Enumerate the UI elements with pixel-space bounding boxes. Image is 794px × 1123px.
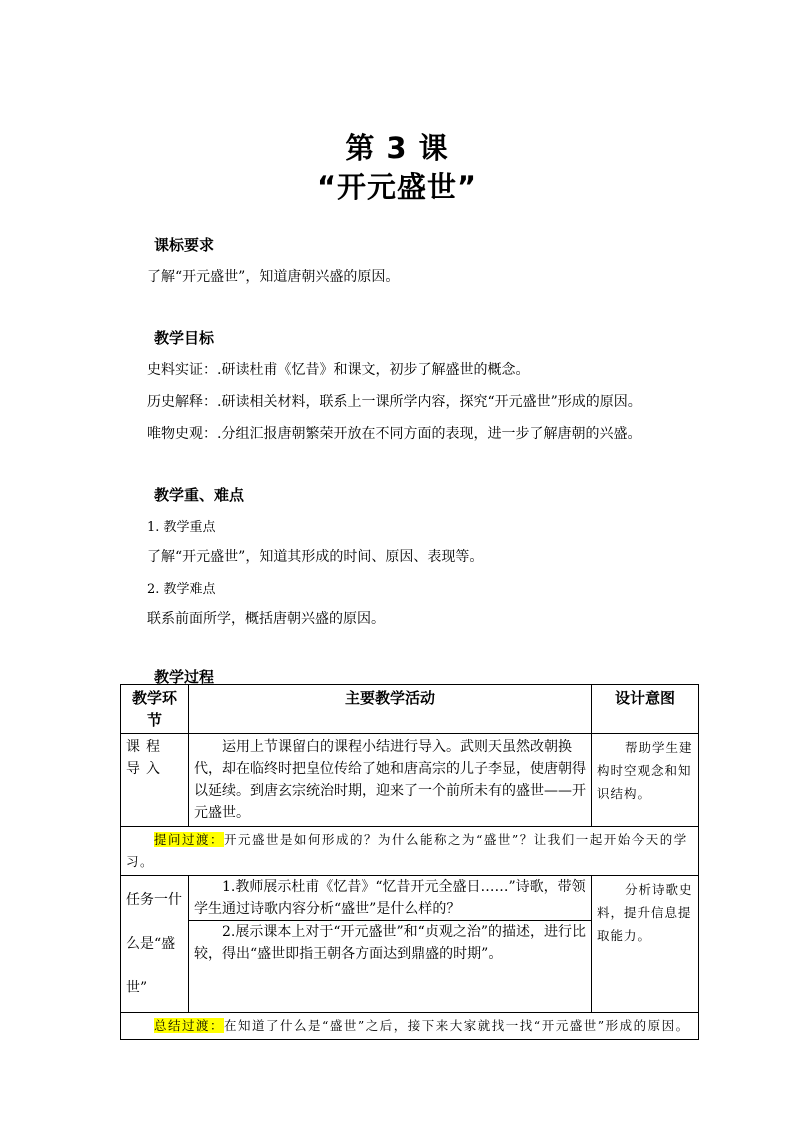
goal-item: 历史解释：.研读相关材料，联系上一课所学内容，探究“开元盛世”形成的原因。 <box>147 394 642 410</box>
key-heading: 教学重、难点 <box>154 486 245 504</box>
standard-heading: 课标要求 <box>154 236 215 254</box>
table-header-row <box>121 685 699 734</box>
row2-intent: 分析诗歌史料，提升信息提取能力。 <box>592 876 699 1013</box>
transition-row <box>121 827 699 876</box>
row1-intent: 帮助学生建构时空观念和知识结构。 <box>592 734 699 827</box>
goal-item: 唯物史观：.分组汇报唐朝繁荣开放在不同方面的表现，进一步了解唐朝的兴盛。 <box>147 426 642 442</box>
transition-1-text: 开元盛世是如何形成的？为什么能称之为“盛世”？让我们一起开始今天的学习。 <box>126 832 688 869</box>
row2-stage: 任务一什么是“盛世” <box>121 876 189 1013</box>
transition-2-text: 在知道了什么是“盛世”之后，接下来大家就找一找“开元盛世”形成的原因。 <box>224 1018 690 1033</box>
header-stage: 教学环节 <box>121 685 189 734</box>
row1-stage: 课程导入 <box>121 734 189 827</box>
goals-heading: 教学目标 <box>154 329 215 347</box>
table-row <box>121 876 699 1013</box>
key-point-text: 了解“开元盛世”，知道其形成的时间、原因、表现等。 <box>147 549 484 565</box>
transition-1 <box>121 827 699 876</box>
header-activity: 主要教学活动 <box>189 685 592 734</box>
difficulty-label: 2. 教学难点 <box>147 582 216 597</box>
transition-2 <box>121 1013 699 1040</box>
table-row <box>121 734 699 827</box>
transition-1-label: 提问过渡： <box>154 832 225 847</box>
row1-activity: 运用上节课留白的课程小结进行导入。武则天虽然改朝换代，却在临终时把皇位传给了她和唐高宗的儿子李显，使唐朝得以延续。到唐玄宗统治时期，迎来了一个前所未有的盛世——开元盛世。 <box>189 734 592 827</box>
row2-activity-cell <box>189 876 592 1013</box>
standard-text: 了解“开元盛世”，知道唐朝兴盛的原因。 <box>147 269 400 285</box>
process-table <box>120 684 699 1040</box>
row2-activity-2: 2.展示课本上对于“开元盛世”和“贞观之治”的描述，进行比较，得出“盛世即指王朝各方面达到鼎盛的时期”。 <box>194 924 586 962</box>
process-heading: 教学过程 <box>154 668 215 686</box>
difficulty-text: 联系前面所学，概括唐朝兴盛的原因。 <box>147 611 385 627</box>
header-intent: 设计意图 <box>592 685 699 734</box>
key-point-label: 1. 教学重点 <box>147 520 216 535</box>
goal-item: 史料实证：.研读杜甫《忆昔》和课文，初步了解盛世的概念。 <box>147 362 530 378</box>
lesson-number: 第 3 课 <box>345 131 449 165</box>
row2-activity-1: 1.教师展示杜甫《忆昔》“忆昔开元全盛日……”诗歌，带领学生通过诗歌内容分析“盛世”是什么样的？ <box>189 876 591 921</box>
lesson-title: “开元盛世” <box>316 170 478 204</box>
transition-row <box>121 1013 699 1040</box>
transition-2-label: 总结过渡： <box>154 1018 225 1033</box>
